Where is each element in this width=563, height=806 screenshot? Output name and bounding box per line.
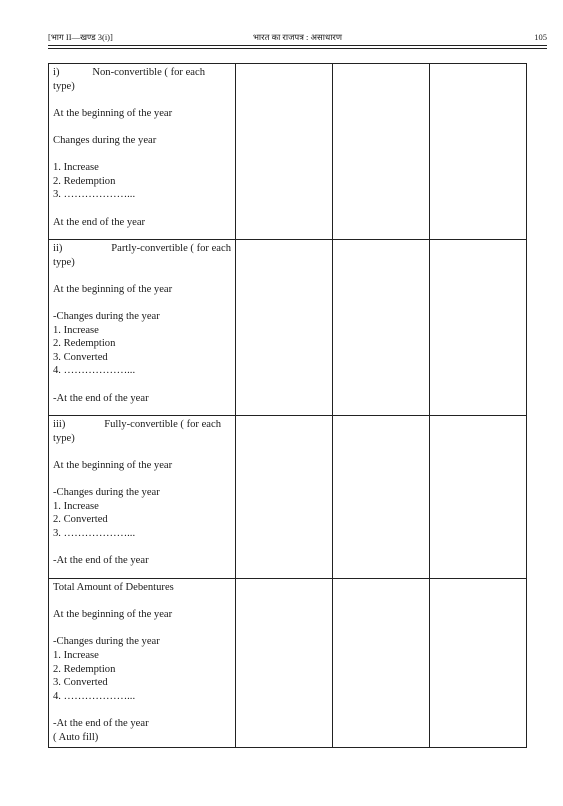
- value-cell: [333, 240, 430, 416]
- list-item: 1. Increase: [53, 649, 99, 661]
- section-title-continuation: type): [53, 80, 75, 92]
- list-item: 1. Increase: [53, 324, 99, 336]
- label-cell-total-debentures: [49, 579, 236, 748]
- header-page-number: 105: [534, 32, 547, 42]
- value-cell: [236, 64, 333, 240]
- beginning-of-year-label: At the beginning of the year: [53, 107, 173, 119]
- header-part-section: [भाग II—खण्ड 3(i)]: [48, 32, 113, 42]
- value-cell: [236, 416, 333, 579]
- section-heading: [53, 418, 231, 432]
- table-row: [49, 240, 527, 416]
- list-item: 1. Increase: [53, 500, 99, 512]
- value-cell: [430, 240, 527, 416]
- table-row: [49, 64, 527, 240]
- section-number: i): [53, 67, 60, 78]
- section-title-continuation: type): [53, 256, 75, 268]
- value-cell: [333, 64, 430, 240]
- section-title: Non-convertible ( for each: [92, 67, 205, 78]
- label-cell-partly-convertible: [49, 240, 236, 416]
- list-item: 4. ………………...: [53, 690, 136, 702]
- header-rule-thin: [48, 48, 547, 49]
- section-title: Partly-convertible ( for each: [111, 243, 231, 254]
- section-heading: Total Amount of Debentures: [53, 582, 174, 593]
- beginning-of-year-label: At the beginning of the year: [53, 609, 173, 621]
- beginning-of-year-label: At the beginning of the year: [53, 459, 173, 471]
- list-item: 3. ………………...: [53, 189, 136, 201]
- value-cell: [333, 416, 430, 579]
- value-cell: [236, 240, 333, 416]
- value-cell: [236, 579, 333, 748]
- list-item: 3. Converted: [53, 677, 108, 689]
- changes-during-year-label: -Changes during the year: [53, 310, 160, 322]
- value-cell: [430, 64, 527, 240]
- section-heading: [53, 66, 231, 80]
- list-item: 3. Converted: [53, 351, 108, 363]
- section-number: ii): [53, 243, 63, 254]
- list-item: 1. Increase: [53, 162, 99, 174]
- debentures-table: [48, 63, 527, 748]
- changes-during-year-label: -Changes during the year: [53, 636, 160, 648]
- end-of-year-label: -At the end of the year: [53, 392, 149, 404]
- value-cell: [430, 416, 527, 579]
- end-of-year-label: At the end of the year: [53, 216, 146, 228]
- header-rule-thick: [48, 45, 547, 46]
- table-row: [49, 416, 527, 579]
- changes-during-year-label: Changes during the year: [53, 134, 157, 146]
- changes-during-year-label: -Changes during the year: [53, 486, 160, 498]
- list-item: 3. ………………...: [53, 527, 136, 539]
- value-cell: [430, 579, 527, 748]
- section-number: iii): [53, 419, 66, 430]
- section-title-continuation: type): [53, 432, 75, 444]
- label-cell-non-convertible: [49, 64, 236, 240]
- section-title: Fully-convertible ( for each: [104, 419, 221, 430]
- list-item: 4. ………………...: [53, 365, 136, 377]
- list-item: 2. Redemption: [53, 338, 116, 350]
- end-of-year-label: -At the end of the year: [53, 554, 149, 566]
- auto-fill-note: ( Auto fill): [53, 731, 99, 743]
- label-cell-fully-convertible: [49, 416, 236, 579]
- section-heading: [53, 242, 231, 256]
- header-gazette-title: भारत का राजपत्र : असाधारण: [252, 32, 343, 42]
- page-header: [48, 32, 547, 44]
- list-item: 2. Converted: [53, 514, 108, 526]
- table-row: [49, 579, 527, 748]
- list-item: 2. Redemption: [53, 663, 116, 675]
- list-item: 2. Redemption: [53, 175, 116, 187]
- beginning-of-year-label: At the beginning of the year: [53, 283, 173, 295]
- end-of-year-label: -At the end of the year: [53, 717, 149, 729]
- value-cell: [333, 579, 430, 748]
